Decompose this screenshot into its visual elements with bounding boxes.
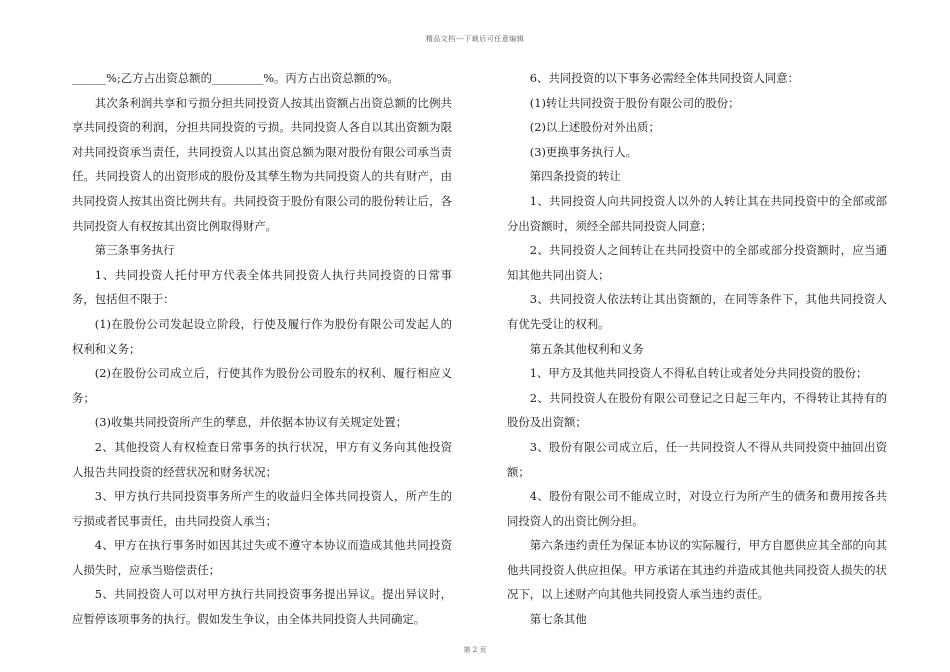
list-item: (1)在股份公司发起设立阶段，行使及履行作为股份有限公司发起人的权利和义务； (72, 316, 452, 356)
section-heading: 第七条其他 (529, 612, 587, 627)
left-column (72, 66, 452, 632)
paragraph: 4、甲方在执行事务时如因其过失或不遵守本协议而造成其他共同投资人损失时，应承当赔偿责任； (72, 538, 452, 577)
page-number: 第 2 页 (463, 646, 487, 654)
paragraph: 2、共同投资人之间转让在共同投资中的全部或部分投资额时，应当通知其他共同出资人； (507, 243, 887, 282)
right-column (507, 66, 887, 632)
paragraph: 4、股份有限公司不能成立时，对设立行为所产生的债务和费用按各共同投资人的出资比例分担。 (507, 489, 887, 528)
list-item: (3)更换事务执行人。 (529, 144, 638, 159)
paragraph: 其次条利润共享和亏损分担共同投资人按其出资额占出资总额的比例共享共同投资的利润，分担共同投资的亏损。共同投资人各自以其出资额为限对共同投资承当责任，共同投资人以其出资总额为限对股份有限公司承当责任。共同投资人的出资形成的股份及其孳生物为共同投资人的共有财产，由共同投资人按其出资比例共有。共同投资于股份有限公司的股份转让后，各共同投资人有权按其出资比例取得财产。 (72, 95, 452, 233)
paragraph: 6、共同投资的以下事务必需经全体共同投资人同意： (529, 71, 800, 85)
paragraph: 3、股份有限公司成立后，任一共同投资人不得从共同投资中抽回出资额； (507, 439, 887, 479)
paragraph: 3、共同投资人依法转让其出资额的，在同等条件下，其他共同投资人有优先受让的权利。 (507, 292, 887, 331)
section-heading: 第四条投资的转让 (529, 169, 621, 184)
paragraph: 1、共同投资人向共同投资人以外的人转让其在共同投资中的全部或部分出资额时，须经全部共同投资人同意； (507, 193, 887, 233)
list-item: (2)以上述股份对外出质； (529, 120, 660, 135)
section-heading: 第五条其他权利和义务 (529, 341, 644, 356)
paragraph: ______%;乙方占出资总额的_________%。丙方占出资总额的%。 (72, 71, 399, 85)
list-item: (2)在股份公司成立后，行使其作为股份公司股东的权利、履行相应义务； (72, 366, 452, 405)
paragraph: 1、甲方及其他共同投资人不得私自转让或者处分共同投资的股份； (529, 366, 868, 381)
paragraph: 2、共同投资人在股份有限公司登记之日起三年内，不得转让其持有的股份及出资额； (507, 390, 887, 430)
paragraph: 3、甲方执行共同投资事务所产生的收益归全体共同投资人，所产生的亏损或者民事责任，由共同投资人承当； (72, 489, 452, 528)
page-header: 精品文档---下载后可任意编辑 (425, 35, 525, 43)
list-item: (1)转让共同投资于股份有限公司的股份； (529, 95, 740, 110)
list-item: (3)收集共同投资所产生的孳息，并依据本协议有关规定处置； (94, 415, 408, 430)
paragraph: 5、共同投资人可以对甲方执行共同投资事务提出异议。提出异议时，应暂停该项事务的执行。假如发生争议，由全体共同投资人共同确定。 (72, 587, 452, 627)
paragraph: 1、共同投资人托付甲方代表全体共同投资人执行共同投资的日常事务，包括但不限于： (72, 267, 452, 307)
paragraph: 第六条违约责任为保证本协议的实际履行，甲方自愿供应其全部的向其他共同投资人供应担保。甲方承诺在其违约并造成其他共同投资人损失的状况下，以上述财产向其他共同投资人承当违约责任。 (507, 538, 887, 602)
paragraph: 2、其他投资人有权检查日常事务的执行状况，甲方有义务向其他投资人报告共同投资的经营状况和财务状况； (72, 439, 452, 479)
section-heading: 第三条事务执行 (94, 243, 175, 258)
